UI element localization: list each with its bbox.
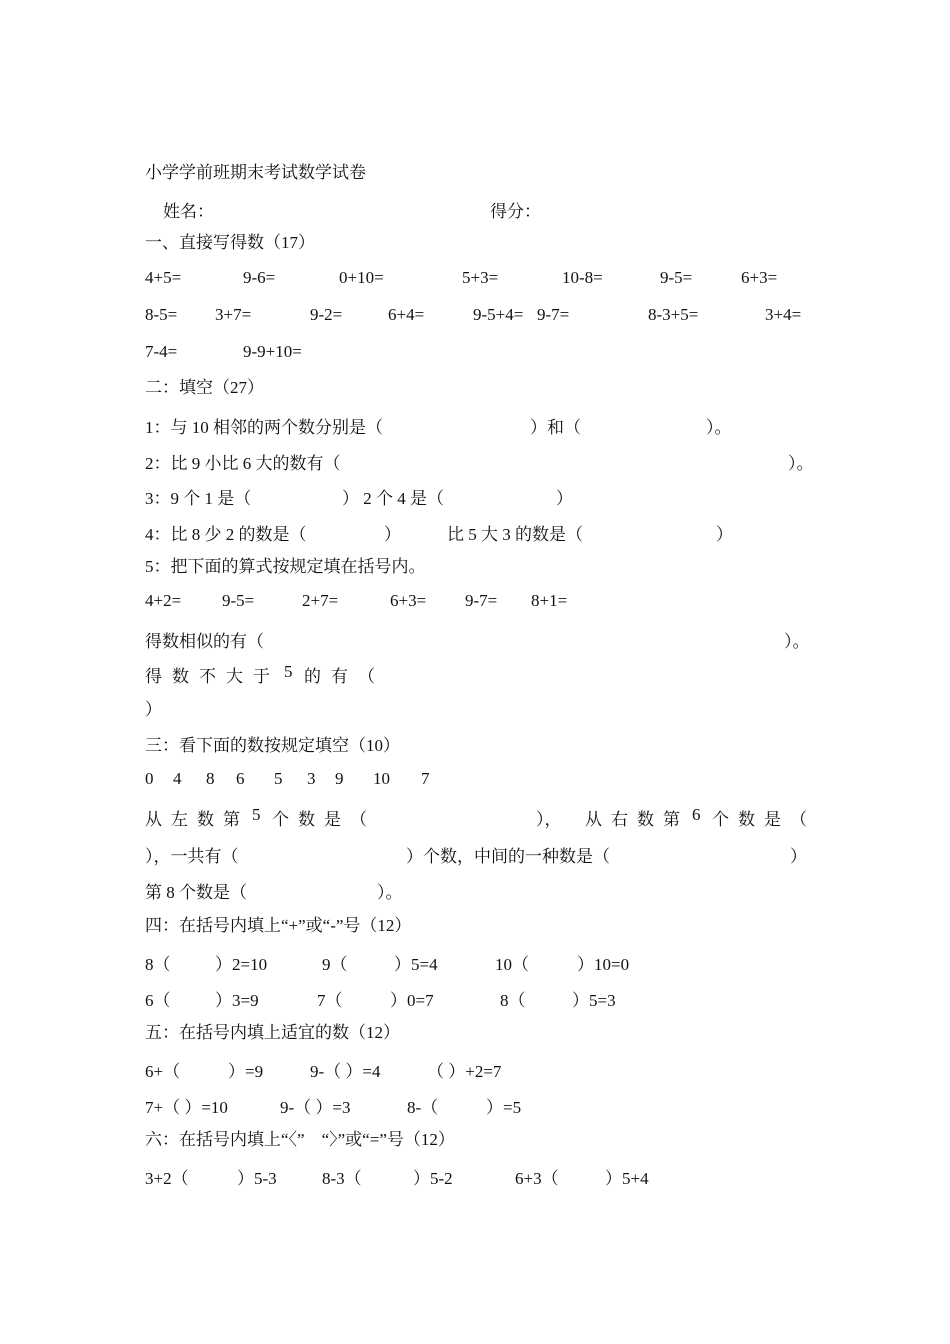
- char: 数: [172, 667, 189, 686]
- expression: 9（: [322, 955, 348, 974]
- char: 数: [738, 810, 755, 829]
- expression: 8+1=: [531, 591, 568, 610]
- char: （: [358, 667, 375, 686]
- char: （: [790, 810, 807, 829]
- exam-title: 小学学前班期末考试数学试卷: [145, 163, 366, 182]
- expression: 10（: [495, 955, 529, 974]
- expression: 7-4=: [145, 342, 178, 361]
- number: 0: [145, 769, 154, 788]
- number: 9: [335, 769, 344, 788]
- question-text: ）。: [784, 632, 810, 651]
- expression: 6（: [145, 991, 171, 1010]
- expression: ）=5: [486, 1098, 522, 1117]
- expression: ）2=10: [215, 955, 268, 974]
- char: 从: [585, 810, 602, 829]
- question-text: ）: [790, 847, 807, 866]
- char: （: [350, 810, 367, 829]
- section-6-heading: 六：在括号内填上“〈” “〉”或“=”号（12）: [145, 1130, 455, 1149]
- question-text: ）。: [377, 883, 403, 902]
- fill-question-5: 5：把下面的算式按规定填在括号内。: [145, 557, 426, 576]
- expression: 3+7=: [215, 305, 252, 324]
- char: 是: [764, 810, 781, 829]
- expression: 6+3=: [390, 591, 427, 610]
- char: 数: [197, 810, 214, 829]
- expression: 9-7=: [537, 305, 570, 324]
- expression: 9-7=: [465, 591, 498, 610]
- expression: 2+7=: [302, 591, 339, 610]
- expression: 8-5=: [145, 305, 178, 324]
- char: 是: [324, 810, 341, 829]
- expression: 4+5=: [145, 268, 182, 287]
- expression: 9-（ ）=4: [310, 1062, 381, 1081]
- expression: （ ）+2=7: [427, 1062, 502, 1081]
- score-label: 得分：: [490, 202, 541, 221]
- expression: 4+2=: [145, 591, 182, 610]
- section-5-heading: 五：在括号内填上适宜的数（12）: [145, 1023, 400, 1042]
- expression: 9-5=: [222, 591, 255, 610]
- number: 3: [307, 769, 316, 788]
- char: 第: [223, 810, 240, 829]
- question-text: 第 8 个数是（: [145, 883, 247, 902]
- char: 6: [692, 805, 701, 824]
- expression: ）5=4: [394, 955, 438, 974]
- expression: 9-5+4=: [473, 305, 524, 324]
- expression: 9-6=: [243, 268, 276, 287]
- expression: 6+（: [145, 1062, 181, 1081]
- char: 个: [272, 810, 289, 829]
- question-text: ）。: [788, 454, 814, 473]
- char: 从: [145, 810, 162, 829]
- char: 数: [298, 810, 315, 829]
- expression: 6+4=: [388, 305, 425, 324]
- char: 有: [331, 667, 348, 686]
- number: 6: [236, 769, 245, 788]
- char: 的: [304, 667, 321, 686]
- expression: 8-3（: [322, 1169, 362, 1188]
- char: ），: [536, 810, 562, 829]
- expression: ）3=9: [215, 991, 259, 1010]
- expression: ）5-3: [237, 1169, 277, 1188]
- expression: 9-（ ）=3: [280, 1098, 351, 1117]
- section-4-heading: 四：在括号内填上“+”或“-”号（12）: [145, 916, 412, 935]
- expression: 9-2=: [310, 305, 343, 324]
- char: 得: [145, 667, 162, 686]
- question-text: 3：9 个 1 是（: [145, 489, 252, 508]
- question-text: ）: [556, 489, 573, 508]
- name-label: 姓名：: [163, 202, 214, 221]
- expression: ）=9: [228, 1062, 264, 1081]
- char: 5: [252, 805, 261, 824]
- question-text: 比 5 大 3 的数是（: [447, 525, 583, 544]
- expression: 3+2（: [145, 1169, 189, 1188]
- section-1-heading: 一、直接写得数（17）: [145, 233, 315, 252]
- expression: 9-5=: [660, 268, 693, 287]
- expression: 8（: [500, 991, 526, 1010]
- question-text: ）: [716, 525, 733, 544]
- char: 右: [611, 810, 628, 829]
- expression: 7（: [317, 991, 343, 1010]
- question-text: ）。: [706, 418, 732, 437]
- number: 8: [206, 769, 215, 788]
- expression: 6+3（: [515, 1169, 559, 1188]
- expression: ）0=7: [390, 991, 434, 1010]
- expression: 7+（ ）=10: [145, 1098, 228, 1117]
- char: 大: [226, 667, 243, 686]
- question-text: 得数相似的有（: [145, 632, 264, 651]
- char: 5: [284, 662, 293, 681]
- expression: 9-9+10=: [243, 342, 302, 361]
- section-3-heading: 三：看下面的数按规定填空（10）: [145, 736, 400, 755]
- expression: 5+3=: [462, 268, 499, 287]
- expression: 8（: [145, 955, 171, 974]
- char: 于: [253, 667, 270, 686]
- expression: ）5=3: [572, 991, 616, 1010]
- question-text: ）和（: [530, 418, 581, 437]
- question-text: ），一共有（: [145, 847, 239, 866]
- number: 10: [373, 769, 390, 788]
- close-paren-line: ）: [145, 700, 162, 719]
- section-2-heading: 二：填空（27）: [145, 378, 264, 397]
- char: 数: [637, 810, 654, 829]
- expression: ）10=0: [577, 955, 630, 974]
- expression: 8-3+5=: [648, 305, 699, 324]
- number: 7: [421, 769, 430, 788]
- question-text: ）: [384, 525, 401, 544]
- expression: 10-8=: [562, 268, 603, 287]
- expression: 8-（: [407, 1098, 439, 1117]
- question-text: 1：与 10 相邻的两个数分别是（: [145, 418, 383, 437]
- expression: 3+4=: [765, 305, 802, 324]
- expression: ）5-2: [413, 1169, 453, 1188]
- question-text: ）个数，中间的一种数是（: [406, 847, 610, 866]
- expression: 0+10=: [339, 268, 384, 287]
- char: 第: [663, 810, 680, 829]
- question-text: 4：比 8 少 2 的数是（: [145, 525, 307, 544]
- expression: ）5+4: [605, 1169, 649, 1188]
- question-text: ） 2 个 4 是（: [342, 489, 444, 508]
- number: 4: [173, 769, 182, 788]
- question-text: 2：比 9 小比 6 大的数有（: [145, 454, 341, 473]
- char: 左: [171, 810, 188, 829]
- char: 不: [199, 667, 216, 686]
- char: 个: [712, 810, 729, 829]
- number: 5: [274, 769, 283, 788]
- expression: 6+3=: [741, 268, 778, 287]
